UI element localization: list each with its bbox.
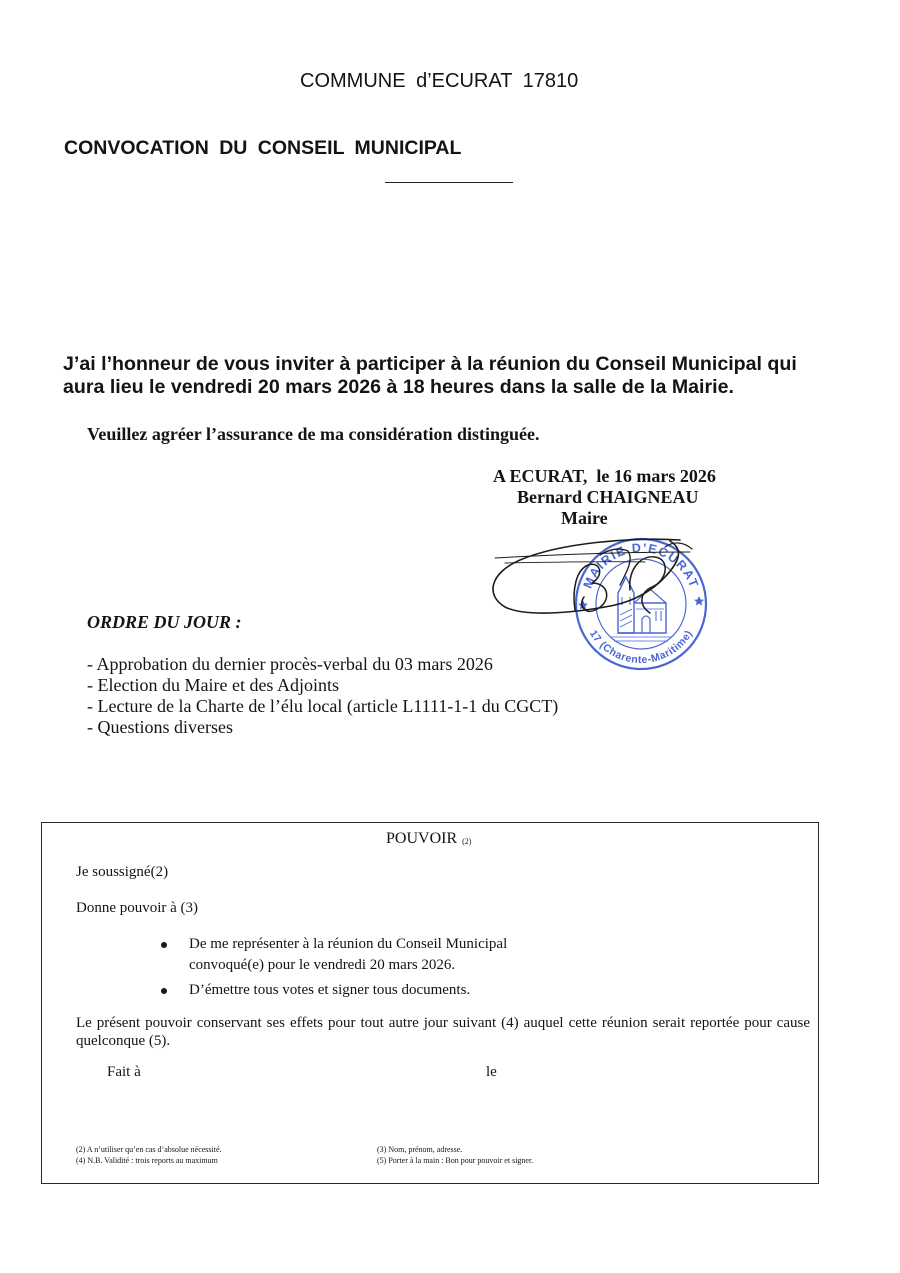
stamp-church-drawing	[610, 577, 672, 641]
signature-stroke	[630, 557, 665, 613]
proxy-title-text: POUVOIR	[386, 830, 458, 847]
agenda-item: - Election du Maire et des Adjoints	[87, 675, 339, 695]
stamp-bottom-label	[587, 628, 695, 666]
proxy-bullet-list	[189, 934, 534, 1005]
agenda-item: - Questions diverses	[87, 717, 233, 737]
footnote: (3) Nom, prénom, adresse.	[377, 1145, 463, 1154]
stamp-star-right-icon	[694, 596, 704, 606]
stamp-bottom-text: 17 (Charente-Maritime)	[586, 628, 696, 667]
done-at-label: Fait à	[107, 1064, 141, 1080]
validity-paragraph: Le présent pouvoir conservant ses effets pour tout autre jour suivant (4) auquel cette réunion serait reportée pour cause quelconque (5).	[76, 1015, 810, 1049]
agenda-item: - Approbation du dernier procès-verbal du 03 mars 2026	[87, 654, 493, 674]
official-stamp	[576, 539, 706, 669]
title-divider	[385, 182, 513, 183]
agenda-item: - Lecture de la Charte de l’élu local (article L1111-1-1 du CGCT)	[87, 696, 559, 716]
agenda-list	[87, 654, 558, 738]
proxy-title-footnote: (2)	[462, 837, 472, 846]
proxy-bullet-text: De me représenter à la réunion du Conseil Municipal convoqué(e) pour le vendredi 20 mars 2026.	[189, 936, 508, 973]
bullet-icon	[161, 942, 167, 948]
footnotes-left	[76, 1144, 222, 1166]
signatory-role: Maire	[561, 508, 608, 528]
footnotes-right	[377, 1144, 533, 1166]
proxy-title	[386, 830, 471, 850]
footnote: (5) Porter à la main : Bon pour pouvoir et signer.	[377, 1156, 534, 1165]
document-title: CONVOCATION DU CONSEIL MUNICIPAL	[64, 137, 462, 159]
footnote: (4) N.B. Validité : trois reports au maximum	[76, 1156, 218, 1165]
proxy-bullet-item	[189, 934, 534, 976]
stamp-top-text: MAIRIE D’ECURAT	[580, 540, 702, 591]
proxy-form	[41, 822, 819, 1184]
agenda-title: ORDRE DU JOUR :	[87, 612, 242, 632]
commune-header: COMMUNE d’ECURAT 17810	[300, 70, 579, 92]
undersigned-label: Je soussigné(2)	[76, 864, 169, 880]
stamp-top-label	[581, 541, 702, 591]
bullet-icon	[161, 988, 167, 994]
footnote: (2) A n’utiliser qu’en cas d’absolue nécessité.	[76, 1145, 222, 1154]
signatory-name: Bernard CHAIGNEAU	[517, 487, 699, 507]
proxy-bullet-text: D’émettre tous votes et signer tous documents.	[189, 982, 471, 998]
place-date: A ECURAT, le 16 mars 2026	[493, 466, 716, 486]
invitation-line: J’ai l’honneur de vous inviter à participer à la réunion du Conseil Municipal qui	[63, 353, 797, 375]
grants-proxy-label: Donne pouvoir à (3)	[76, 900, 199, 916]
proxy-bullet-item	[189, 980, 534, 1001]
invitation-paragraph	[63, 353, 797, 399]
closing-formula: Veuillez agréer l’assurance de ma considération distinguée.	[87, 424, 540, 444]
date-label: le	[486, 1064, 497, 1080]
stamp-inner-ring	[596, 559, 686, 649]
invitation-line: aura lieu le vendredi 20 mars 2026 à 18 heures dans la salle de la Mairie.	[63, 376, 734, 398]
